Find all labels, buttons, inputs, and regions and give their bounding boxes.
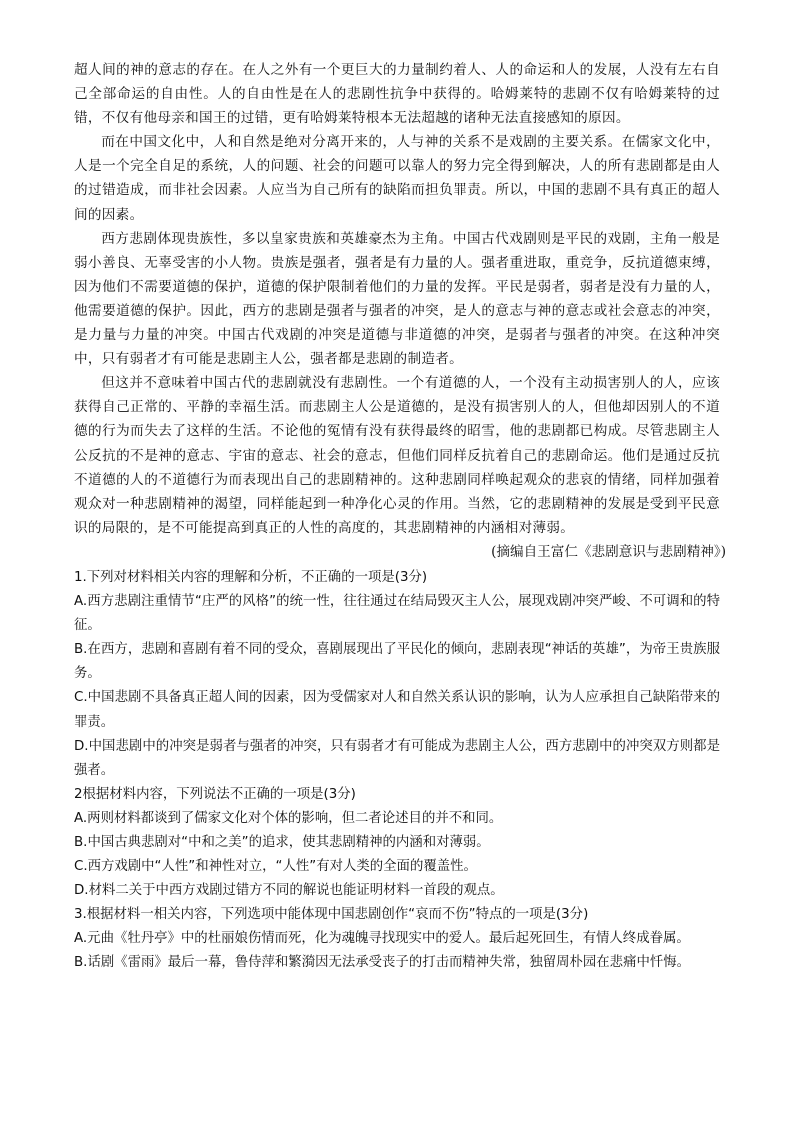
question-option: D.中国悲剧中的冲突是弱者与强者的冲突，只有弱者才有可能成为悲剧主人公，西方悲剧中的冲突双方则都是强者。	[74, 738, 720, 778]
question-list	[74, 566, 720, 976]
question-option: A.两则材料都谈到了儒家文化对个体的影响，但二者论述目的并不和同。	[74, 810, 503, 826]
question-option: A.西方悲剧注重情节“庄严的风格”的统一性，往往通过在结局毁灭主人公，展现戏剧冲突严峻、不可调和的特征。	[74, 594, 720, 634]
question-option: B.话剧《雷雨》最后一幕，鲁侍萍和繁漪因无法承受丧子的打击而精神失常，独留周朴园在悲痛中忏悔。	[74, 955, 691, 971]
passage-paragraph-4: 但这并不意味着中国古代的悲剧就没有悲剧性。一个有道德的人，一个没有主动损害别人的人，应该获得自己正常的、平静的幸福生活。而悲剧主人公是道德的，是没有损害别人的人，但他却因别人的不道德的行为而失去了这样的生活。不论他的冤情有没有获得最终的昭雪，他的悲剧都已构成。尽管悲剧主人公反抗的不是神的意志、宇宙的意志、社会的意志，但他们同样反抗着自己的悲剧命运。他们是通过反抗不道德的人的不道德行为而表现出自己的悲剧精神的。这种悲剧同样唤起观众的悲哀的情绪，同样加强着观众对一种悲剧精神的渴望，同样能起到一种净化心灵的作用。当然，它的悲剧精神的发展是受到平民意识的局限的，是不可能提高到真正的人性的高度的，其悲剧精神的内涵相对薄弱。	[74, 375, 720, 536]
passage-paragraph-2: 而在中国文化中，人和自然是绝对分离开来的，人与神的关系不是戏剧的主要关系。在儒家文化中，人是一个完全自足的系统，人的问题、社会的问题可以靠人的努力完全得到解决，人的所有悲剧都是由人的过错造成，而非社会因素。人应当为自己所有的缺陷而担负罪责。所以，中国的悲剧不具有真正的超人间的因素。	[74, 134, 720, 223]
question-stem: 1.下列对材料相关内容的理解和分析，不正确的一项是(3分)	[74, 569, 428, 585]
question-option: C.中国悲剧不具备真正超人间的因素，因为受儒家对人和自然关系认识的影响，认为人应承担自己缺陷带来的罪责。	[74, 690, 720, 730]
question-2	[74, 783, 720, 903]
question-stem: 2根据材料内容，下列说法不正确的一项是(3分)	[74, 786, 356, 802]
question-option: B.在西方，悲剧和喜剧有着不同的受众，喜剧展现出了平民化的倾向，悲剧表现“神话的英雄”，为帝王贵族服务。	[74, 642, 720, 682]
question-option: C.西方戏剧中“人性”和神性对立，“人性”有对人类的全面的覆盖性。	[74, 859, 477, 875]
question-option: D.材料二关于中西方戏剧过错方不同的解说也能证明材料一首段的观点。	[74, 883, 504, 899]
question-option: B.中国古典悲剧对“中和之美”的追求，使其悲剧精神的内涵和对薄弱。	[74, 835, 490, 850]
question-stem: 3.根据材料一相关内容，下列选项中能体现中国悲剧创作“哀而不伤”特点的一项是(3分)	[74, 907, 589, 923]
passage-paragraph-1: 超人间的神的意志的存在。在人之外有一个更巨大的力量制约着人、人的命运和人的发展，人没有左右自己全部命运的自由性。人的自由性是在人的悲剧性抗争中获得的。哈姆莱特的悲剧不仅有哈姆莱特的过错，不仅有他母亲和国王的过错，更有哈姆莱特根本无法超越的诸种无法直接感知的原因。	[74, 62, 720, 127]
passage-paragraph-3: 西方悲剧体现贵族性，多以皇家贵族和英雄豪杰为主角。中国古代戏剧则是平民的戏剧，主角一般是弱小善良、无辜受害的小人物。贵族是强者，强者是有力量的人。强者重进取，重竞争，反抗道德束缚，因为他们不需要道德的保护，道德的保护限制着他们的力量的发挥。平民是弱者，弱者是没有力量的人，他需要道德的保护。因此，西方的悲剧是强者与强者的冲突，是人的意志与神的意志或社会意志的冲突，是力量与力量的冲突。中国古代戏剧的冲突是道德与非道德的冲突，是弱者与强者的冲突。在这种冲突中，只有弱者才有可能是悲剧主人公，强者都是悲剧的制造者。	[74, 230, 720, 368]
reading-passage	[74, 58, 720, 540]
question-3	[74, 903, 720, 975]
document-page	[74, 58, 726, 976]
question-option: A.元曲《牡丹亭》中的杜丽娘伤情而死，化为魂魄寻找现实中的爱人。最后起死回生，有情人终成眷属。	[74, 931, 690, 947]
passage-source: (摘编自王富仁《悲剧意识与悲剧精神》)	[491, 543, 726, 560]
question-1	[74, 566, 720, 783]
